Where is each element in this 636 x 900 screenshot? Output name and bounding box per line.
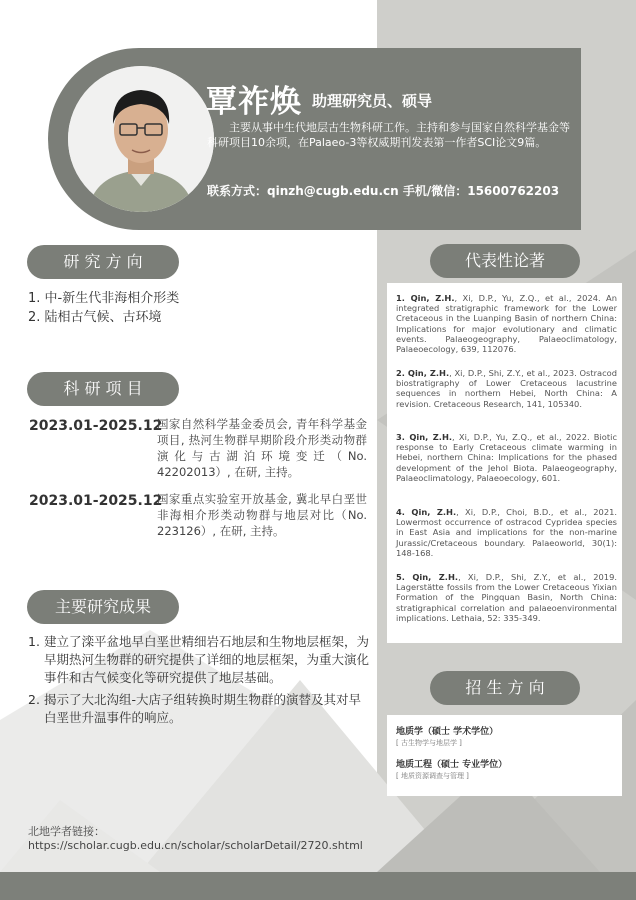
paper-author: 1. Qin, Z.H. <box>396 293 455 303</box>
admission-major: [ 古生物学与地层学 ] <box>396 739 462 747</box>
person-avatar-icon <box>68 66 214 212</box>
achievement-text: 揭示了大北沟组-大店子组转换时期生物群的演替及其对早白垩世升温事件的响应。 <box>44 692 362 725</box>
research-heading: 研 究 方 向 <box>27 245 179 279</box>
project-date: 2023.01-2025.12 <box>29 493 163 509</box>
papers-heading: 代表性论著 <box>430 244 580 278</box>
scholar-link-label: 北地学者链接： <box>28 825 105 838</box>
project-text: 国家自然科学基金委员会, 青年科学基金项目, 热河生物群早期阶段介形类动物群演化与古湖泊环境变迁（No. 42202013）, 在研, 主持。 <box>157 417 367 479</box>
scholar-link[interactable]: https://scholar.cugb.edu.cn/scholar/scholarDetail/2720.shtml <box>28 839 363 852</box>
person-intro: 主要从事中生代地层古生物科研工作。主持和参与国家自然科学基金等科研项目10余项，在Palaeo-3等权威期刊发表第一作者SCI论文9篇。 <box>207 121 570 149</box>
achievement-number: 1. <box>28 634 40 649</box>
research-list <box>28 289 179 327</box>
research-item: 2. 陆相古气候、古环境 <box>28 310 162 325</box>
admission-major: [ 地质资源调查与管理 ] <box>396 772 469 780</box>
paper-citation: , Xi, D.P., Shi, Z.Y., et al., 2019. Lagerstätte fossils from the Lower Cretaceous Yixian Formation of the Pingquan Basin, North China: stratigraphical correlation and palaeoenvironmental implications. Lethaia, 52: 335-349. <box>396 572 617 623</box>
footer-bar <box>0 872 636 900</box>
achievement-item <box>28 633 373 687</box>
projects-heading: 科 研 项 目 <box>27 372 179 406</box>
contact-label: 联系方式： <box>207 184 268 198</box>
paper-citation: , Xi, D.P., Yu, Z.Q., et al., 2024. An integrated stratigraphic framework for the Lower Cretaceous in the Luanping Basin of northern China: Implications for major evolutionary and climatic events. Palaeogeography, Palaeoclimatology, Palaeoecology, 639, 112076. <box>396 293 617 355</box>
paper-author: 2. Qin, Z.H. <box>396 368 450 378</box>
paper-author: 4. Qin, Z.H. <box>396 507 457 517</box>
admission-degree: 地质学（硕士 学术学位） <box>396 727 499 737</box>
paper-citation: , Xi, D.P., Choi, B.D., et al., 2021. Lowermost occurrence of ostracod Cypridea species in East Asia and implications for the non-marine Jurassic/Cretaceous boundary. Palaeoworld, 30(1): 148-168. <box>396 507 618 558</box>
achievements-heading: 主要研究成果 <box>27 590 179 624</box>
person-name: 覃祚焕 <box>206 84 302 120</box>
project-date: 2023.01-2025.12 <box>29 418 163 434</box>
paper-author: 5. Qin, Z.H. <box>396 572 459 582</box>
profile-photo <box>68 66 214 212</box>
project-text: 国家重点实验室开放基金, 冀北早白垩世非海相介形类动物群与地层对比（No. 223126）, 在研, 主持。 <box>157 492 367 538</box>
paper-entry <box>396 507 617 558</box>
achievement-item <box>28 691 373 727</box>
admission-degree: 地质工程（硕士 专业学位） <box>396 760 508 770</box>
admissions-heading: 招 生 方 向 <box>430 671 580 705</box>
paper-citation: , Xi, D.P., Yu, Z.Q., et al., 2022. Biotic response to Early Cretaceous climate warming in Hebei, northern China: Implications for the phased development of the Jehol Biota. Palaeogeography, Palaeoclimatology, Palaeoecology, 601. <box>396 432 618 483</box>
paper-author: 3. Qin, Z.H. <box>396 432 453 442</box>
contact-value[interactable]: qinzh@cugb.edu.cn 手机/微信：15600762203 <box>267 184 560 198</box>
person-title: 助理研究员、硕导 <box>312 92 433 110</box>
paper-citation: , Xi, D.P., Shi, Z.Y., et al., 2023. Ostracod biostratigraphy of Lower Cretaceous lacustrine sequences in northern Hebei, North China: A revision. Cretaceous Research, 141, 105340. <box>396 368 618 409</box>
paper-entry <box>396 572 617 623</box>
paper-entry <box>396 432 617 483</box>
research-item: 1. 中-新生代非海相介形类 <box>28 291 180 306</box>
achievement-text: 建立了滦平盆地早白垩世精细岩石地层和生物地层框架，为早期热河生物群的研究提供了详细的地层框架，为重大演化事件和古气候变化等研究提供了地层基础。 <box>44 634 370 685</box>
paper-entry <box>396 293 617 354</box>
contact-info <box>207 182 559 199</box>
achievement-number: 2. <box>28 692 40 707</box>
paper-entry <box>396 368 617 409</box>
